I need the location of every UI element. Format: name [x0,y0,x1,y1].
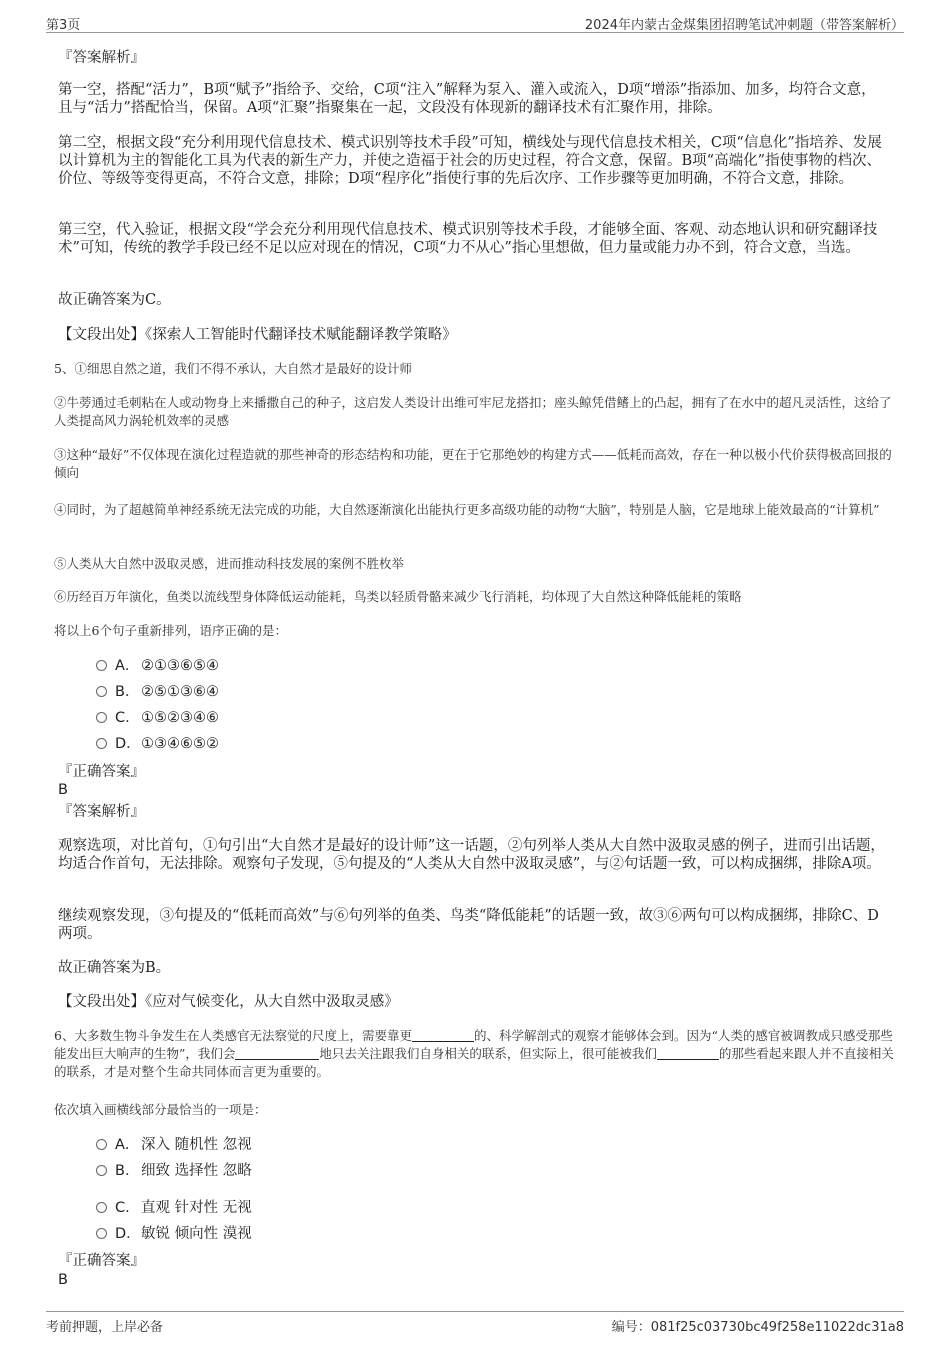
blank-line [235,1047,319,1060]
page-footer [46,1311,904,1336]
q5-option-b[interactable]: B． ②⑤①③⑥④ [96,683,219,701]
q4-analysis-heading: 『答案解析』 [58,50,145,66]
q5-option-c[interactable]: C．①⑤②③④⑥ [96,709,219,727]
radio-icon[interactable] [96,686,107,697]
q4-analysis-para-2: 第二空，根据文段“充分利用现代信息技术、模式识别等技术手段”可知，横线处与现代信息技术相关，C项“信息化”指培养、发展以计算机为主的智能化工具为代表的新生产力，并使之造福于社会的历史过程，符合文意，保留。B项“高端化”指使事物的档次、价位、等级等变得更高，不符合文意，排除；D项“程序化”指使行事的先后次序、工作步骤等更加明确，不符合文意，排除。 [58,135,882,187]
q5-analysis-para-2: 继续观察发现，③句提及的“低耗而高效”与⑥句列举的鱼类、鸟类“降低能耗”的话题一致，故③⑥两句可以构成捆绑，排除C、D两项。 [58,908,879,942]
q6-answer: B [58,1272,68,1288]
q6-prompt: 依次填入画横线部分最恰当的一项是： [54,1102,267,1117]
q5-option-d[interactable]: D．①③④⑥⑤② [96,735,219,753]
radio-icon[interactable] [96,1228,107,1239]
radio-icon[interactable] [96,660,107,671]
q5-prompt: 将以上6个句子重新排列，语序正确的是： [54,623,287,638]
page-header [46,12,904,33]
q5-sentence-1: 5、①细思自然之道，我们不得不承认，大自然才是最好的设计师 [54,361,412,376]
q6-option-d[interactable]: D．敏锐 倾向性 漠视 [96,1225,252,1243]
q5-analysis-para-1: 观察选项，对比首句，①句引出“大自然才是最好的设计师”这一话题，②句列举人类从大自然中汲取灵感的例子，进而引出话题，均适合作首句，无法排除。观察句子发现，⑤句提及的“人类从大自然中汲取灵感”，与②句话题一致，可以构成捆绑，排除A项。 [58,838,885,872]
blank-line [412,1029,474,1042]
q6-option-a[interactable]: A． 深入 随机性 忽视 [96,1136,252,1154]
document-code: 编号：081f25c03730bc49f258e11022dc31a8 [611,1320,904,1335]
q5-sentence-5: ⑤人类从大自然中汲取灵感，进而推动科技发展的案例不胜枚举 [54,556,405,571]
radio-icon[interactable] [96,1202,107,1213]
q5-sentence-4: ④同时，为了超越简单神经系统无法完成的功能，大自然逐渐演化出能执行更多高级功能的动物“大脑”，特别是人脑，它是地球上能效最高的“计算机” [54,502,880,517]
footer-slogan: 考前押题，上岸必备 [46,1320,164,1335]
q5-answer: B [58,782,68,798]
q6-answer-heading: 『正确答案』 [58,1253,145,1269]
radio-icon[interactable] [96,712,107,723]
q5-sentence-2: ②牛蒡通过毛刺粘在人或动物身上来播撒自己的种子，这启发人类设计出维可牢尼龙搭扣；座头鲸凭借鳍上的凸起，拥有了在水中的超凡灵活性，这给了人类提高风力涡轮机效率的灵感 [54,395,892,428]
q5-answer-heading: 『正确答案』 [58,764,145,780]
q4-analysis-para-1: 第一空，搭配“活力”，B项“赋予”指给予、交给，C项“注入”解释为泵入、灌入或流入，D项“增添”指添加、加多，均符合文意，且与“活力”搭配恰当，保留。A项“汇聚”指聚集在一起，文段没有体现新的翻译技术有汇聚作用，排除。 [58,82,876,116]
q5-analysis-heading: 『答案解析』 [58,804,145,820]
q6-stem: 6、大多数生物斗争发生在人类感官无法察觉的尺度上，需要靠更 的、科学解剖式的观察才能够体会到。因为“人类的感官被调教成只感受那些能发出巨大响声的生物”，我们会 地只去关注跟我们自身相关的联系，但实际上，很可能被我们 的那些看起来跟人并不直接相关的联系，才是对整个生命共同体而言更为重要的。 [54,1028,894,1079]
radio-icon[interactable] [96,1165,107,1176]
q5-conclusion: 故正确答案为B。 [58,960,171,976]
radio-icon[interactable] [96,738,107,749]
q5-option-a[interactable]: A． ②①③⑥⑤④ [96,657,219,675]
q4-conclusion: 故正确答案为C。 [58,292,171,308]
q6-option-b[interactable]: B． 细致 选择性 忽略 [96,1162,252,1180]
q4-source: 【文段出处】《探索人工智能时代翻译技术赋能翻译教学策略》 [58,327,457,343]
q5-sentence-3: ③这种“最好”不仅体现在演化过程造就的那些神奇的形态结构和功能，更在于它那绝妙的构建方式——低耗而高效，存在一种以极小代价获得极高回报的倾向 [54,447,892,480]
q6-option-c[interactable]: C．直观 针对性 无视 [96,1199,252,1217]
q5-source: 【文段出处】《应对气候变化，从大自然中汲取灵感》 [58,994,399,1010]
page-number: 第3页 [46,18,81,33]
blank-line [657,1047,719,1060]
document-title: 2024年内蒙古金煤集团招聘笔试冲刺题（带答案解析） [584,18,904,33]
q4-analysis-para-3: 第三空，代入验证，根据文段“学会充分利用现代信息技术、模式识别等技术手段，才能够全面、客观、动态地认识和研究翻译技术”可知，传统的教学手段已经不足以应对现在的情况，C项“力不从心”指心里想做，但力量或能力办不到，符合文意，当选。 [58,222,878,256]
radio-icon[interactable] [96,1139,107,1150]
q5-sentence-6: ⑥历经百万年演化，鱼类以流线型身体降低运动能耗，鸟类以轻质骨骼来减少飞行消耗，均体现了大自然这种降低能耗的策略 [54,589,742,604]
